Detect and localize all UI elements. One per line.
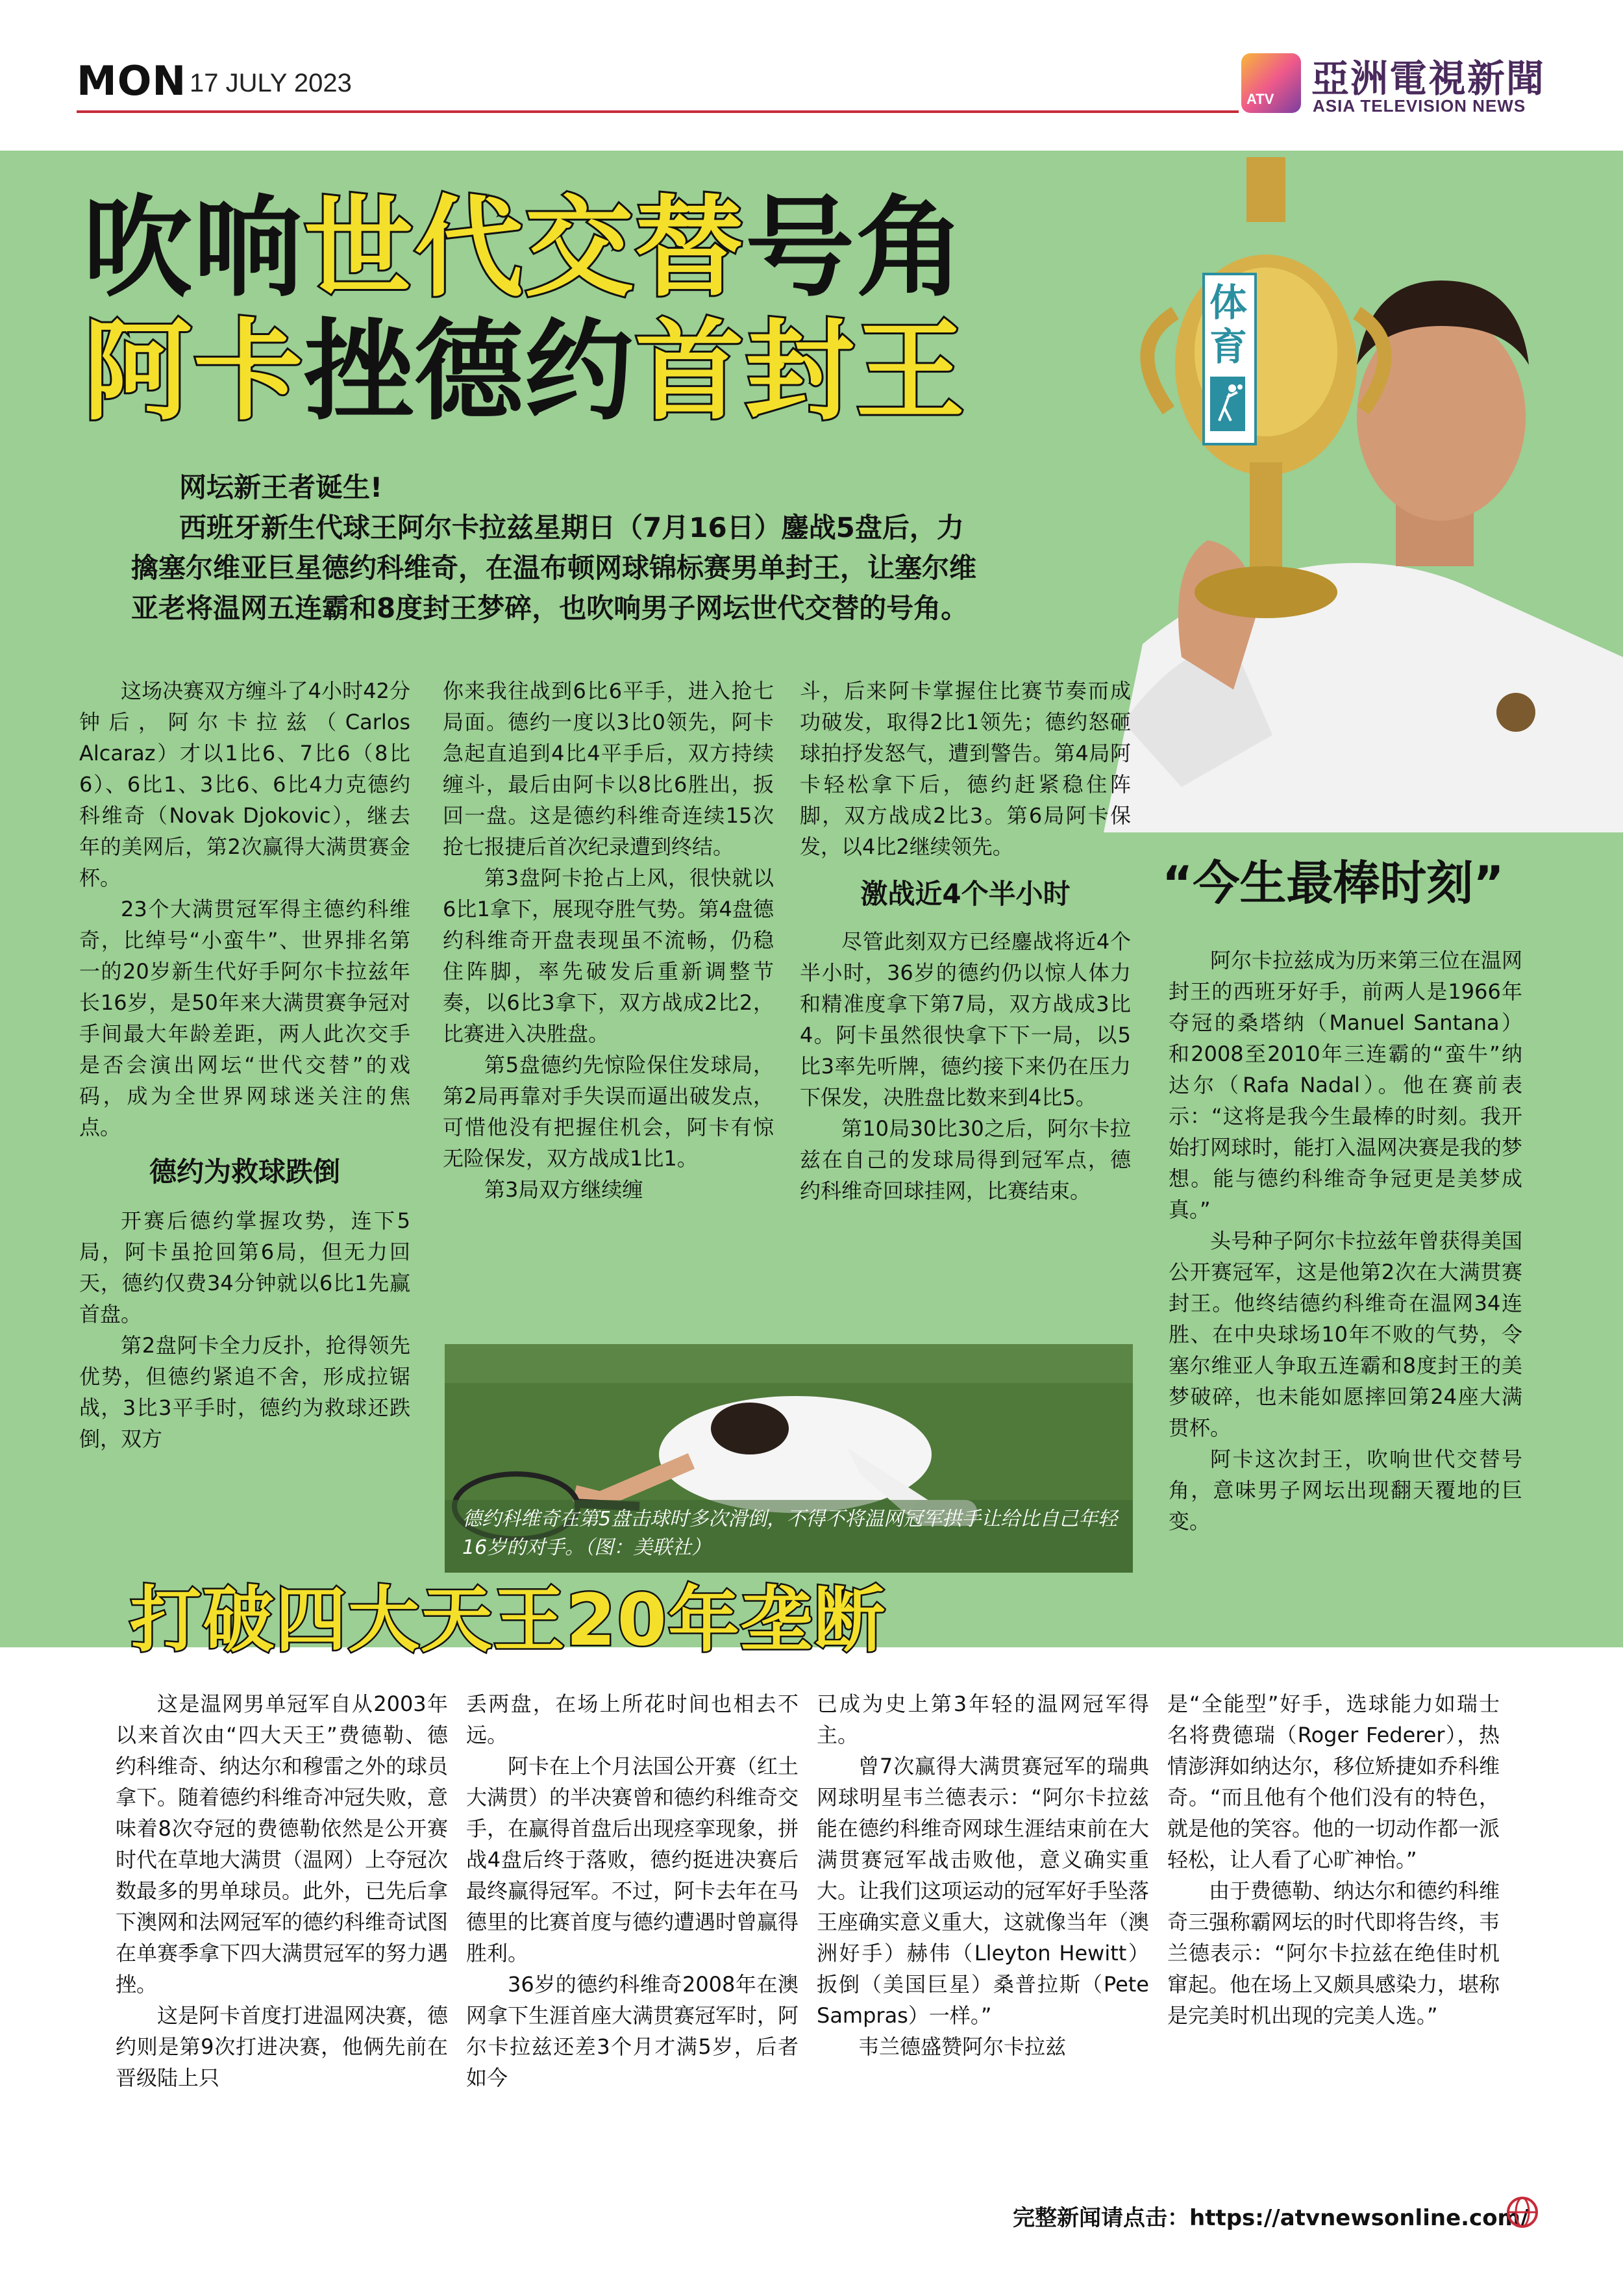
- subheading-quote: “今生最棒时刻”: [1162, 856, 1504, 910]
- paragraph: 曾7次赢得大满贯赛冠军的瑞典网球明星韦兰德表示：“阿尔卡拉兹能在德约科维奇网球生涯结束前在大满贯赛冠军战击败他，意义确实重大。让我们这项运动的冠军好手坠落王座确实意义重大，这就像当年（澳洲好手）赫伟（Lleyton Hewitt）扳倒（美国巨星）桑普拉斯（Pete Sampras）一样。”: [817, 1754, 1150, 2028]
- headline-segment: 世代交替: [304, 184, 745, 312]
- lead-paragraph: [131, 468, 982, 629]
- logo-badge: ATV: [1246, 91, 1274, 107]
- paragraph: 23个大满贯冠军得主德约科维奇，比绰号“小蛮牛”、世界排名第一的20岁新生代好手阿尔卡拉兹年长16岁，是50年来大满贯赛争冠对手间最大年龄差距，两人此次交手是否会演出网坛“世代交替”的戏码，成为全世界网球迷关注的焦点。: [79, 897, 410, 1140]
- paragraph: 第5盘德约先惊险保住发球局，第2局再靠对手失误而逼出破发点，可惜他没有把握住机会，阿卡有惊无险保发，双方战成1比1。: [443, 1053, 774, 1171]
- date: 17 JULY 2023: [190, 69, 352, 97]
- paragraph: 斗，后来阿卡掌握住比赛节奏而成功破发，取得2比1领先；德约怒砸球拍抒发怒气，遭到警告。第4局阿卡轻松拿下后，德约赶紧稳住阵脚，双方战成2比3。第6局阿卡保发，以4比2继续领先。: [800, 679, 1131, 859]
- paragraph: 你来我往战到6比6平手，进入抢七局面。德约一度以3比0领先，阿卡急起直追到4比4平手后，双方持续缠斗，最后由阿卡以8比6胜出，扳回一盘。这是德约科维奇连续15次抢七报捷后首次纪录遭到终结。: [443, 679, 774, 859]
- section-tag-label: 体育: [1209, 281, 1247, 369]
- article-column-3: [800, 675, 1131, 1206]
- paragraph: 丢两盘，在场上所花时间也相去不远。: [466, 1691, 799, 1747]
- photo-caption: 德约科维奇在第5盘击球时多次滑倒，不得不将温网冠军拱手让给比自己年轻16岁的对手。（图：美联社）: [462, 1508, 1118, 1559]
- logo-name-en: ASIA TELEVISION NEWS: [1313, 96, 1526, 116]
- globe-icon[interactable]: [1505, 2195, 1540, 2230]
- paragraph: 已成为史上第3年轻的温网冠军得主。: [817, 1691, 1149, 1747]
- paragraph: 是“全能型”好手，选球能力如瑞士名将费德瑞（Roger Federer），热情澎湃如纳达尔，移位矫捷如乔科维奇。“而且他有个他们没有的特色，就是他的笑容。他的一切动作都一派轻松，让人看了心旷神怡。”: [1167, 1691, 1500, 1872]
- paragraph: 第10局30比30之后，阿尔卡拉兹在自己的发球局得到冠军点，德约科维奇回球挂网，比赛结束。: [800, 1116, 1131, 1203]
- subheading: 激战近4个半小时: [860, 878, 1071, 910]
- paragraph: 这是阿卡首度打进温网决赛，德约则是第9次打进决赛，他俩先前在晋级陆上只: [116, 2003, 449, 2090]
- lead-line: 西班牙新生代球王阿尔卡拉兹星期日（7月16日）鏖战5盘后，力擒塞尔维亚巨星德约科维奇，在温布顿网球锦标赛男单封王，让塞尔维亚老将温网五连霸和8度封王梦碎，也吹响男子网坛世代交替的号角。: [131, 512, 977, 624]
- headline-segment: 首封王: [635, 308, 966, 435]
- paragraph: 第3局双方继续缠: [484, 1177, 643, 1202]
- headline-line-2: [83, 308, 966, 435]
- headline-segment: 号角: [745, 184, 966, 312]
- footer-link-text[interactable]: 完整新闻请点击：https://atvnewsonline.com/: [1013, 2205, 1529, 2231]
- paragraph: 这场决赛双方缠斗了4小时42分钟后，阿尔卡拉兹（Carlos Alcaraz）才以1比6、7比6（8比6）、6比1、3比6、6比4力克德约科维奇（Novak Djokovic），继去年的美网后，第2次赢得大满贯赛金杯。: [79, 679, 410, 890]
- paragraph: 韦兰德盛赞阿尔卡拉兹: [858, 2034, 1067, 2059]
- article-column-2: [443, 675, 774, 1205]
- paragraph: 阿尔卡拉兹成为历来第三位在温网封王的西班牙好手，前两人是1966年夺冠的桑塔纳（Manuel Santana）和2008至2010年三连霸的“蛮牛”纳达尔（Rafa Nadal）。他在赛前表示：“这将是我今生最棒的时刻。我开始打网球时，能打入温网决赛是我的梦想。能与德约科维奇争冠更是美梦成真。”: [1169, 948, 1522, 1222]
- headline-line-1: [83, 184, 966, 312]
- bottom-column-2: [466, 1688, 799, 2093]
- bottom-column-4: [1167, 1688, 1500, 2031]
- weekday: MON: [77, 57, 187, 105]
- bottom-column-1: [116, 1688, 448, 2093]
- paragraph: 第2盘阿卡全力反扑，抢得领先优势，但德约紧追不舍，形成拉锯战，3比3平手时，德约为救球还跌倒，双方: [79, 1333, 410, 1451]
- tennis-player-icon: [1209, 375, 1246, 432]
- paragraph: 尽管此刻双方已经鏖战将近4个半小时，36岁的德约仍以惊人体力和精准度拿下第7局，双方战成3比4。阿卡虽然很快拿下下一局，以5比3率先听牌，德约接下来仍在压力下保发，决胜盘比数来到4比5。: [800, 929, 1131, 1110]
- paragraph: 由于费德勒、纳达尔和德约科维奇三强称霸网坛的时代即将告终，韦兰德表示：“阿尔卡拉兹在绝佳时机窜起。他在场上又颇具感染力，堪称是完美时机出现的完美人选。”: [1167, 1878, 1500, 2028]
- paragraph: 阿卡这次封王，吹响世代交替号角，意味男子网坛出现翻天覆地的巨变。: [1169, 1447, 1522, 1534]
- headline-segment: 阿卡: [83, 308, 304, 435]
- paragraph: 头号种子阿尔卡拉兹年曾获得美国公开赛冠军，这是他第2次在大满贯赛封王。他终结德约科维奇在温网34连胜、在中央球场10年不败的气势，令塞尔维亚人争取五连霸和8度封王的美梦破碎，也未能如愿摔回第24座大满贯杯。: [1169, 1229, 1522, 1440]
- subheading: 德约为救球跌倒: [149, 1156, 340, 1188]
- paragraph: 36岁的德约科维奇2008年在澳网拿下生涯首座大满贯赛冠军时，阿尔卡拉兹还差3个月才满5岁，后者如今: [466, 1972, 799, 2090]
- paragraph: 这是温网男单冠军自从2003年以来首次由“四大天王”费德勒、德约科维奇、纳达尔和穆雷之外的球员拿下。随着德约科维奇冲冠失败，意味着8次夺冠的费德勒依然是公开赛时代在草地大满贯（温网）上夺冠次数最多的男单球员。此外，已先后拿下澳网和法网冠军的德约科维奇试图在单赛季拿下四大满贯冠军的努力遇挫。: [116, 1691, 449, 1997]
- headline-secondary: 打破四大天王20年垄断: [130, 1578, 887, 1662]
- paragraph: 阿卡在上个月法国公开赛（红土大满贯）的半决赛曾和德约科维奇交手，在赢得首盘后出现痉挛现象，拼战4盘后终于落败，德约挺进决赛后最终赢得冠军。不过，阿卡去年在马德里的比赛首度与德约遭遇时曾赢得胜利。: [466, 1754, 799, 1965]
- lead-line: 网坛新王者诞生!: [179, 471, 383, 503]
- paragraph: 第3盘阿卡抢占上风，很快就以6比1拿下，展现夺胜气势。第4盘德约科维奇开盘表现虽不流畅，仍稳住阵脚，率先破发后重新调整节奏，以6比3拿下，双方战成2比2，比赛进入决胜盘。: [443, 866, 774, 1046]
- bottom-column-3: [817, 1688, 1149, 2062]
- headline-segment: 吹响: [83, 184, 304, 312]
- article-column-1: [79, 675, 410, 1454]
- article-column-4: [1169, 945, 1522, 1537]
- headline-segment: 挫德约: [304, 308, 635, 435]
- logo-name-cn: 亞洲電視新聞: [1311, 56, 1546, 101]
- header-divider: [77, 110, 1239, 113]
- paragraph: 开赛后德约掌握攻势，连下5局，阿卡虽抢回第6局，但无力回天，德约仅费34分钟就以6比1先赢首盘。: [79, 1208, 410, 1327]
